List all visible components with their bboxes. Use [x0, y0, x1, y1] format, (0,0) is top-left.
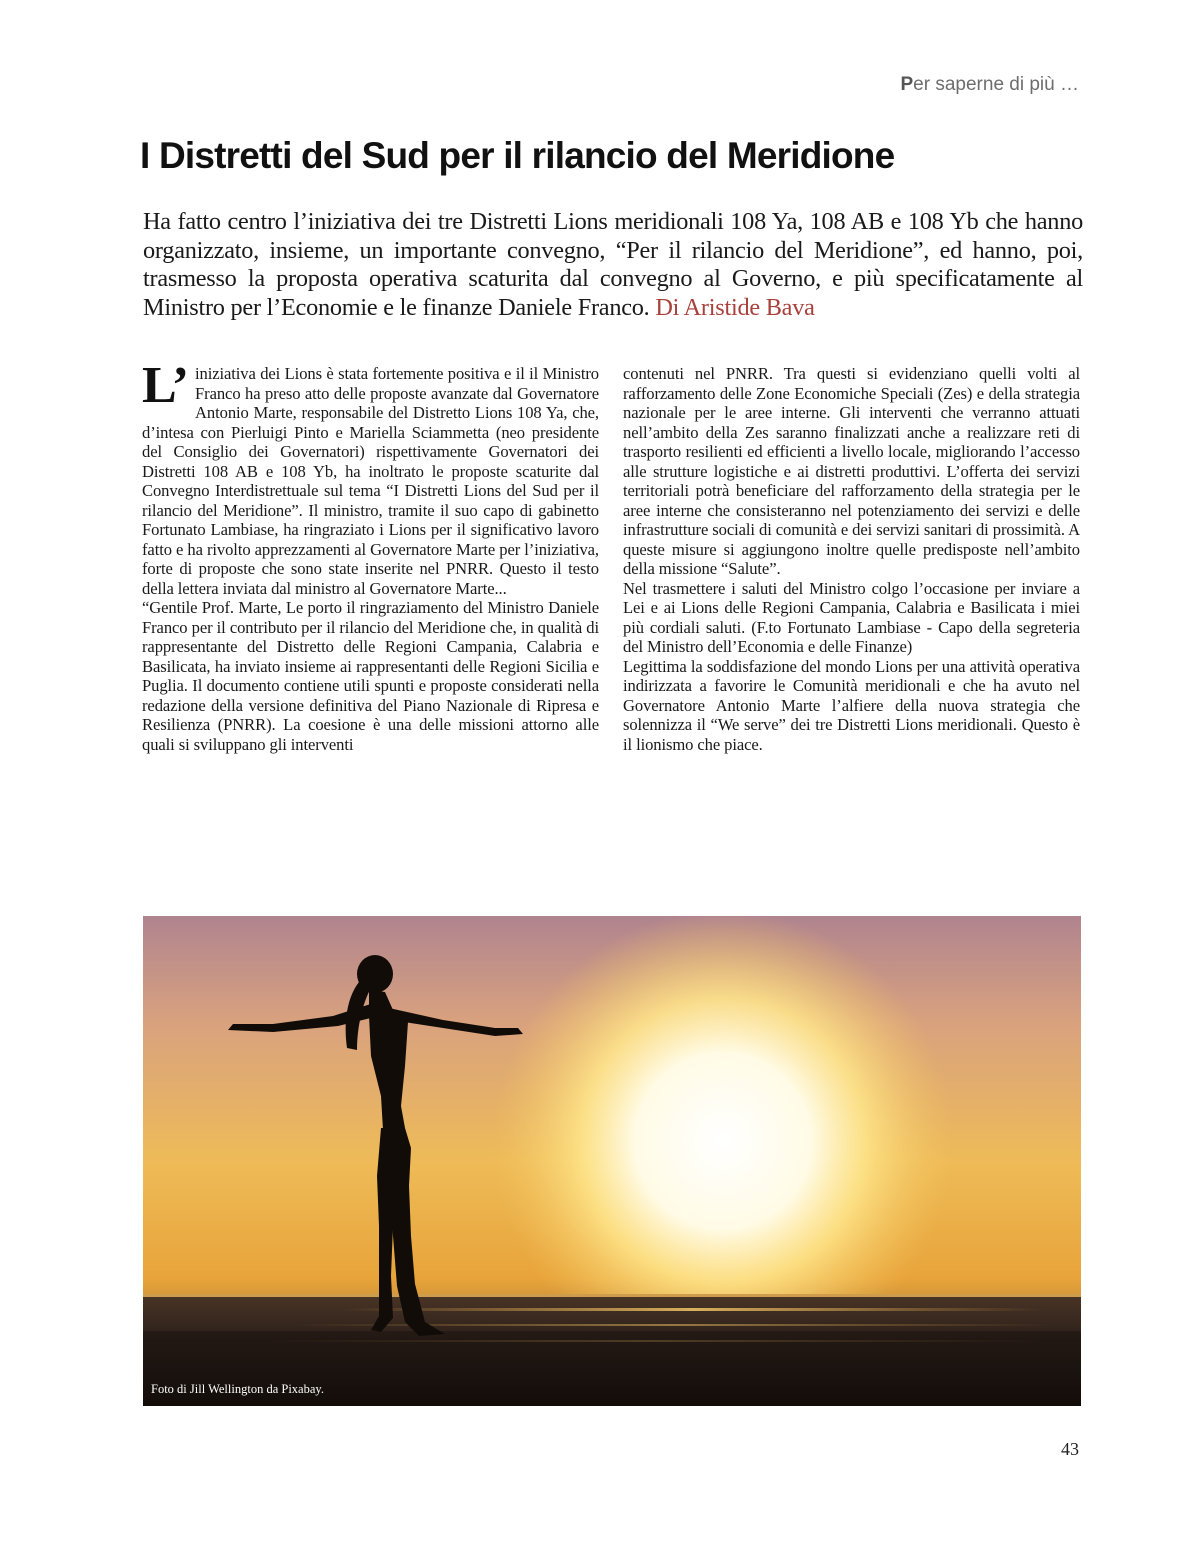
- article-title: I Distretti del Sud per il rilancio del Meridione: [140, 135, 895, 176]
- standfirst-text: Ha fatto centro l’iniziativa dei tre Distretti Lions meridionali 108 Ya, 108 AB e 108 Yb che hanno organizzato, insieme, un importante convegno, “Per il rilancio del Meridione”, ed hanno, poi, trasmesso la proposta operativa scaturita dal convegno al Governo, e più specificatamente al Ministro per l’Economie e le finanze Daniele Franco.: [143, 208, 1083, 321]
- paragraph-text: iniziativa dei Lions è stata fortemente positiva e il il Ministro Franco ha preso atto delle proposte avanzate dal Governatore Antonio Marte, responsabile del Distretto Lions 108 Ya, che, d’intesa con Pierluigi Pinto e Mariella Sciammetta (neo presidente del Consiglio dei Governatori) rispettivamente Governatori dei Distretti 108 AB e 108 Yb, ha inoltrato le proposte scaturite dal Convegno Interdistrettuale sul tema “I Distretti Lions del Sud per il rilancio del Meridione”. Il ministro, tramite il suo capo di gabinetto Fortunato Lambiase, ha ringraziato i Lions per il significativo lavoro fatto e ha rivolto apprezzamenti al Governatore Marte per l’iniziativa, forte di proposte che sono state inserite nel PNRR. Questo il testo della lettera inviata dal ministro al Governatore Marte...: [142, 364, 599, 598]
- paragraph: “Gentile Prof. Marte, Le porto il ringraziamento del Ministro Daniele Franco per il contributo per il rilancio del Meridione che, in qualità di rappresentante del Distretto delle Regioni Campania, Calabria e Basilicata, ha inviato insieme ai rappresentanti delle Regioni Sicilia e Puglia. Il documento contiene utili spunti e proposte considerati nella redazione della versione definitiva del Piano Nazionale di Ripresa e Resilienza (PNRR). La coesione è una delle missioni attorno alle quali si sviluppano gli interventi: [142, 598, 599, 754]
- byline: Di Aristide Bava: [655, 293, 815, 321]
- section-label-text: er saperne di più …: [913, 74, 1079, 95]
- sunset-illustration: [143, 916, 1081, 1406]
- photo-credit: Foto di Jill Wellington da Pixabay.: [151, 1382, 324, 1396]
- paragraph: [142, 357, 599, 598]
- article-standfirst: [143, 208, 1083, 322]
- right-column: [623, 364, 1080, 754]
- left-column: [142, 357, 599, 754]
- page-number: 43: [1061, 1439, 1079, 1459]
- section-label: [900, 74, 1079, 96]
- paragraph: Nel trasmettere i saluti del Ministro colgo l’occasione per inviare a Lei e ai Lions delle Regioni Campania, Calabria e Basilicata i miei più cordiali saluti. (F.to Fortunato Lambiase - Capo della segreteria del Ministro dell’Economia e delle Finanze): [623, 578, 1080, 656]
- paragraph: Legittima la soddisfazione del mondo Lions per una attività operativa indirizzata a favorire le Comunità meridionali e che ha avuto nel Governatore Antonio Marte l’alfiere della nuova strategia che solennizza il “We serve” dei tre Distretti Lions meridionali. Questo è il lionismo che piace.: [623, 656, 1080, 754]
- sunset-photo: [143, 916, 1081, 1406]
- paragraph: contenuti nel PNRR. Tra questi si evidenziano quelli volti al rafforzamento delle Zone Economiche Speciali (Zes) e della strategia nazionale per le aree interne. Gli interventi che verranno attuati nell’ambito della Zes saranno finalizzati anche a realizzare reti di trasporto resilienti ed efficienti a livello locale, migliorando l’accesso alle strutture logistiche e ai distretti produttivi. L’offerta dei servizi territoriali potrà beneficiare del rafforzamento della strategia per le aree interne che consisteranno nel potenziamento dei servizi e delle infrastrutture sociali di comunità e dei servizi sanitari di prossimità. A queste misure si aggiungono inoltre quelle predisposte nell’ambito della missione “Salute”.: [623, 364, 1080, 578]
- section-label-initial: P: [900, 74, 914, 95]
- dropcap: L’: [142, 357, 190, 414]
